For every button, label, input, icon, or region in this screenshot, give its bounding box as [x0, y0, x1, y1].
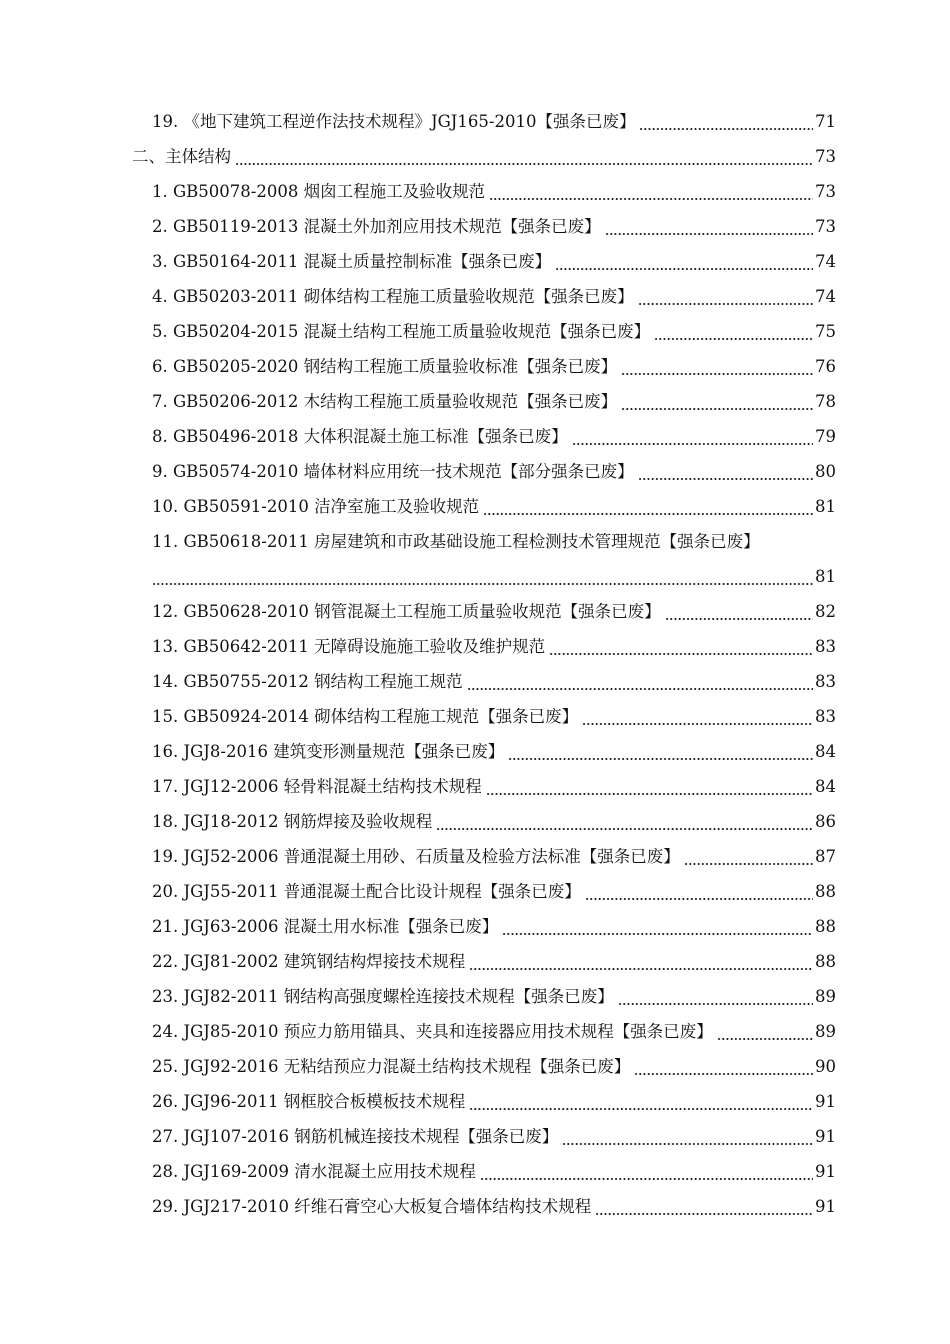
- dot-leader: [634, 1049, 813, 1084]
- toc-entry-title: 11. GB50618-2011 房屋建筑和市政基础设施工程检测技术管理规范【强条已废】: [152, 532, 760, 551]
- toc-entry[interactable]: [0, 1154, 950, 1189]
- toc-section-title: 二、主体结构: [132, 147, 231, 166]
- toc-entry-title: 21. JGJ63-2006 混凝土用水标准【强条已废】: [152, 917, 499, 936]
- toc-entry-title: 20. JGJ55-2011 普通混凝土配合比设计规程【强条已废】: [152, 882, 581, 901]
- dot-leader: [572, 419, 813, 454]
- toc-entry[interactable]: [0, 244, 950, 279]
- toc-entry[interactable]: [0, 174, 950, 209]
- dot-leader: [585, 874, 813, 909]
- toc-entry-title: 19. 《地下建筑工程逆作法技术规程》JGJ165-2010【强条已废】: [152, 112, 636, 131]
- toc-entry-page: 74: [815, 287, 836, 306]
- toc-entry-title: 15. GB50924-2014 砌体结构工程施工规范【强条已废】: [152, 707, 579, 726]
- toc-entry-title: 16. JGJ8-2016 建筑变形测量规范【强条已废】: [152, 742, 505, 761]
- toc-section[interactable]: [0, 139, 950, 174]
- dot-leader: [436, 804, 813, 839]
- toc-entry-page: 89: [815, 987, 836, 1006]
- dot-leader: [621, 349, 813, 384]
- toc-entry-page: 91: [815, 1197, 836, 1216]
- toc-entry[interactable]: [0, 419, 950, 454]
- toc-entry-title: 26. JGJ96-2011 钢框胶合板模板技术规程: [152, 1092, 466, 1111]
- toc-entry[interactable]: [0, 1189, 950, 1224]
- toc-entry-page: 83: [815, 707, 836, 726]
- toc-entry-page: 90: [815, 1057, 836, 1076]
- toc-entry-title: 23. JGJ82-2011 钢结构高强度螺栓连接技术规程【强条已废】: [152, 987, 614, 1006]
- toc-entry-title: 5. GB50204-2015 混凝土结构工程施工质量验收规范【强条已废】: [152, 322, 651, 341]
- dot-leader: [654, 314, 813, 349]
- dot-leader: [665, 594, 813, 629]
- toc-entry-page: 88: [815, 917, 836, 936]
- toc-entry[interactable]: [0, 1014, 950, 1049]
- toc-entry-page: 86: [815, 812, 836, 831]
- toc-entry-title: 8. GB50496-2018 大体积混凝土施工标准【强条已废】: [152, 427, 568, 446]
- toc-entry-page: 81: [815, 497, 836, 516]
- toc-entry-wrapped[interactable]: [0, 524, 950, 594]
- toc-entry[interactable]: [0, 104, 950, 139]
- toc-entry-title: 3. GB50164-2011 混凝土质量控制标准【强条已废】: [152, 252, 552, 271]
- toc-entry-title: 25. JGJ92-2016 无粘结预应力混凝土结构技术规程【强条已废】: [152, 1057, 631, 1076]
- toc-entry[interactable]: [0, 979, 950, 1014]
- toc-section-page: 73: [815, 147, 836, 166]
- toc-entry[interactable]: [0, 384, 950, 419]
- toc-entry-page: 79: [815, 427, 836, 446]
- dot-leader: [638, 279, 813, 314]
- dot-leader: [152, 559, 813, 594]
- toc-entry-page: 73: [815, 217, 836, 236]
- toc-entry[interactable]: [0, 1049, 950, 1084]
- toc-entry-page: 83: [815, 637, 836, 656]
- toc-entry-page: 89: [815, 1022, 836, 1041]
- toc-entry-page: 91: [815, 1092, 836, 1111]
- dot-leader: [469, 1084, 813, 1119]
- dot-leader: [717, 1014, 813, 1049]
- toc-entry[interactable]: [0, 314, 950, 349]
- toc-entry-page: 75: [815, 322, 836, 341]
- toc-entry[interactable]: [0, 734, 950, 769]
- toc-entry[interactable]: [0, 629, 950, 664]
- toc-entry[interactable]: [0, 839, 950, 874]
- dot-leader: [595, 1189, 813, 1224]
- toc-entry[interactable]: [0, 804, 950, 839]
- dot-leader: [605, 209, 813, 244]
- toc-entry[interactable]: [0, 769, 950, 804]
- toc-entry-first-line: [0, 524, 950, 559]
- toc-entry-page: 81: [815, 567, 836, 586]
- dot-leader: [483, 489, 813, 524]
- toc-entry[interactable]: [0, 209, 950, 244]
- toc-entry[interactable]: [0, 944, 950, 979]
- toc-entry-title: 24. JGJ85-2010 预应力筋用锚具、夹具和连接器应用技术规程【强条已废】: [152, 1022, 713, 1041]
- dot-leader: [235, 139, 813, 174]
- toc-entry[interactable]: [0, 594, 950, 629]
- toc-entry-title: 6. GB50205-2020 钢结构工程施工质量验收标准【强条已废】: [152, 357, 618, 376]
- toc-entry-title: 19. JGJ52-2006 普通混凝土用砂、石质量及检验方法标准【强条已废】: [152, 847, 680, 866]
- dot-leader: [549, 629, 813, 664]
- toc-entry-page: 83: [815, 672, 836, 691]
- toc-entry-page: 88: [815, 882, 836, 901]
- toc-entry[interactable]: [0, 454, 950, 489]
- toc-entry-page: 74: [815, 252, 836, 271]
- dot-leader: [480, 1154, 813, 1189]
- toc-entry-page: 91: [815, 1127, 836, 1146]
- toc-entry[interactable]: [0, 699, 950, 734]
- toc-entry-title: 2. GB50119-2013 混凝土外加剂应用技术规范【强条已废】: [152, 217, 601, 236]
- table-of-contents: [0, 104, 950, 1224]
- toc-entry-second-line: [0, 559, 950, 594]
- dot-leader: [621, 384, 813, 419]
- dot-leader: [486, 769, 813, 804]
- toc-entry[interactable]: [0, 874, 950, 909]
- dot-leader: [638, 454, 813, 489]
- dot-leader: [469, 944, 813, 979]
- toc-entry-title: 9. GB50574-2010 墙体材料应用统一技术规范【部分强条已废】: [152, 462, 634, 481]
- toc-entry-title: 12. GB50628-2010 钢管混凝土工程施工质量验收规范【强条已废】: [152, 602, 661, 621]
- toc-entry-title: 7. GB50206-2012 木结构工程施工质量验收规范【强条已废】: [152, 392, 618, 411]
- dot-leader: [639, 104, 813, 139]
- toc-entry[interactable]: [0, 1084, 950, 1119]
- dot-leader: [508, 734, 813, 769]
- dot-leader: [489, 174, 813, 209]
- toc-entry-page: 73: [815, 182, 836, 201]
- toc-entry-page: 88: [815, 952, 836, 971]
- toc-entry-page: 82: [815, 602, 836, 621]
- dot-leader: [555, 244, 813, 279]
- dot-leader: [582, 699, 813, 734]
- toc-entry-title: 17. JGJ12-2006 轻骨料混凝土结构技术规程: [152, 777, 482, 796]
- toc-entry-page: 76: [815, 357, 836, 376]
- toc-entry-title: 4. GB50203-2011 砌体结构工程施工质量验收规范【强条已废】: [152, 287, 634, 306]
- dot-leader: [618, 979, 813, 1014]
- toc-entry[interactable]: [0, 489, 950, 524]
- toc-entry-title: 1. GB50078-2008 烟囱工程施工及验收规范: [152, 182, 486, 201]
- toc-entry-title: 10. GB50591-2010 洁净室施工及验收规范: [152, 497, 480, 516]
- toc-entry-page: 78: [815, 392, 836, 411]
- toc-entry-title: 18. JGJ18-2012 钢筋焊接及验收规程: [152, 812, 433, 831]
- toc-entry-title: 13. GB50642-2011 无障碍设施施工验收及维护规范: [152, 637, 546, 656]
- toc-entry[interactable]: [0, 279, 950, 314]
- toc-entry-page: 84: [815, 777, 836, 796]
- toc-entry-title: 28. JGJ169-2009 清水混凝土应用技术规程: [152, 1162, 476, 1181]
- toc-entry-title: 27. JGJ107-2016 钢筋机械连接技术规程【强条已废】: [152, 1127, 559, 1146]
- toc-entry[interactable]: [0, 1119, 950, 1154]
- toc-entry-page: 80: [815, 462, 836, 481]
- dot-leader: [502, 909, 813, 944]
- toc-entry-page: 87: [815, 847, 836, 866]
- toc-entry[interactable]: [0, 909, 950, 944]
- dot-leader: [562, 1119, 813, 1154]
- toc-entry-title: 29. JGJ217-2010 纤维石膏空心大板复合墙体结构技术规程: [152, 1197, 592, 1216]
- toc-entry-page: 84: [815, 742, 836, 761]
- toc-entry-title: 22. JGJ81-2002 建筑钢结构焊接技术规程: [152, 952, 466, 971]
- toc-entry-title: 14. GB50755-2012 钢结构工程施工规范: [152, 672, 463, 691]
- toc-entry[interactable]: [0, 349, 950, 384]
- toc-entry[interactable]: [0, 664, 950, 699]
- toc-entry-page: 91: [815, 1162, 836, 1181]
- dot-leader: [467, 664, 813, 699]
- dot-leader: [684, 839, 813, 874]
- toc-entry-page: 71: [815, 112, 836, 131]
